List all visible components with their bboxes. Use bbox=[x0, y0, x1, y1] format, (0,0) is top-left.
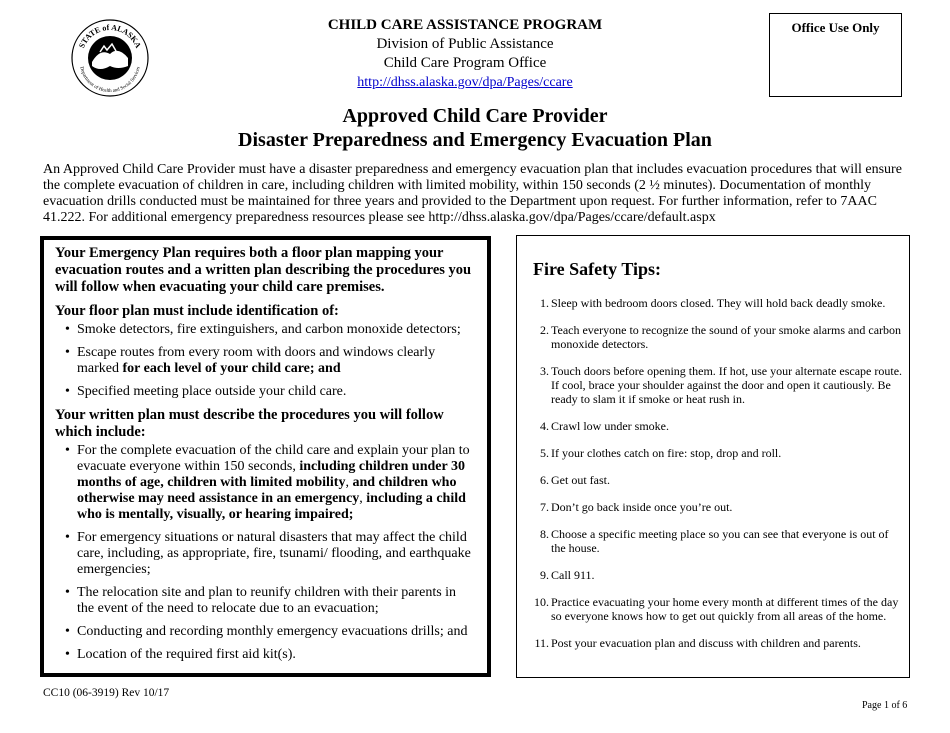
program-url-link[interactable]: http://dhss.alaska.gov/dpa/Pages/ccare bbox=[357, 75, 573, 90]
list-item: • Specified meeting place outside your child care. bbox=[65, 384, 475, 400]
floor-plan-list bbox=[55, 322, 475, 400]
svg-text:Department of Health and Socia: Department of Health and Social Services bbox=[78, 66, 142, 95]
list-item: • For emergency situations or natural disasters that may affect the child care, including, as appropriate, fire, tsunami/ flooding, and earthquake emergencies; bbox=[65, 530, 475, 578]
office-use-label: Office Use Only bbox=[791, 20, 880, 35]
plan-requirement-lead: Your Emergency Plan requires both a floor plan mapping your evacuation routes and a written plan describing the procedures you will follow when evacuating your child care premises. bbox=[55, 245, 472, 295]
office-use-box bbox=[769, 13, 902, 97]
program-header bbox=[300, 16, 630, 92]
list-item: 4. Crawl low under smoke. bbox=[540, 419, 669, 433]
fire-safety-box bbox=[516, 235, 910, 678]
list-item: 10. Practice evacuating your home every month at different times of the day so everyone knows how to get out quickly from all areas of the home. bbox=[534, 595, 899, 623]
list-item: 5. If your clothes catch on fire: stop, drop and roll. bbox=[540, 446, 782, 460]
list-item: 8. Choose a specific meeting place so you can see that everyone is out of the house. bbox=[540, 527, 889, 555]
title-line-1: Approved Child Care Provider bbox=[342, 105, 608, 127]
list-item: 11. Post your evacuation plan and discuss with children and parents. bbox=[534, 636, 861, 650]
list-item: • Escape routes from every room with doors and windows clearly marked for each level of your child care; and bbox=[65, 345, 475, 377]
list-item: • Conducting and recording monthly emergency evacuations drills; and bbox=[65, 624, 475, 640]
intro-paragraph: An Approved Child Care Provider must have a disaster preparedness and emergency evacuation plan that includes evacuation procedures that will ensure the complete evacuation of children in care, including children with limited mobility, within 150 seconds (2 ½ minutes). Documentation of monthly evacuation drills conducted must be maintained for three years and provided to the Department upon request. For further information, refer to 7AAC 41.222. For additional emergency preparedness resources please see http://dhss.alaska.gov/dpa/Pages/ccare/default.aspx bbox=[43, 162, 902, 225]
list-item: • Location of the required first aid kit(s). bbox=[65, 647, 475, 663]
floor-plan-heading: Your floor plan must include identification of: bbox=[55, 303, 339, 319]
document-title bbox=[140, 104, 810, 152]
list-item: 7. Don’t go back inside once you’re out. bbox=[540, 500, 733, 514]
fire-safety-list bbox=[533, 296, 905, 650]
list-item: • Smoke detectors, fire extinguishers, and carbon monoxide detectors; bbox=[65, 322, 475, 338]
list-item: 6. Get out fast. bbox=[540, 473, 610, 487]
written-plan-heading: Your written plan must describe the procedures you will follow which include: bbox=[55, 407, 444, 440]
fire-safety-heading: Fire Safety Tips: bbox=[533, 259, 662, 279]
division-name: Division of Public Assistance bbox=[376, 36, 554, 52]
state-seal-logo bbox=[70, 18, 150, 98]
title-line-2: Disaster Preparedness and Emergency Evacuation Plan bbox=[238, 129, 712, 151]
list-item: 3. Touch doors before opening them. If hot, use your alternate escape route. If cool, brace your shoulder against the door and open it cautiously. Be ready to slam it if smoke or heat rush in. bbox=[540, 364, 903, 406]
emergency-plan-box bbox=[40, 236, 491, 677]
list-item: 1. Sleep with bedroom doors closed. They will hold back deadly smoke. bbox=[540, 296, 886, 310]
list-item: • The relocation site and plan to reunify children with their parents in the event of the need to relocate due to an evacuation; bbox=[65, 585, 475, 617]
page-number: Page 1 of 6 bbox=[862, 700, 908, 711]
written-plan-list bbox=[55, 443, 475, 663]
office-name: Child Care Program Office bbox=[383, 55, 547, 71]
form-id: CC10 (06-3919) Rev 10/17 bbox=[43, 687, 170, 699]
list-item: 2. Teach everyone to recognize the sound of your smoke alarms and carbon monoxide detectors. bbox=[540, 323, 902, 351]
list-item: 9. Call 911. bbox=[540, 568, 595, 582]
svg-text:STATE of ALASKA: STATE of ALASKA bbox=[77, 22, 143, 50]
list-item: • For the complete evacuation of the child care and explain your plan to evacuate everyone within 150 seconds, including children under 30 months of age, children with limited mobility, and children who otherwise may need assistance in an emergency, including a child who is mentally, visually, or hearing impaired; bbox=[65, 443, 475, 523]
program-name: CHILD CARE ASSISTANCE PROGRAM bbox=[327, 17, 603, 33]
